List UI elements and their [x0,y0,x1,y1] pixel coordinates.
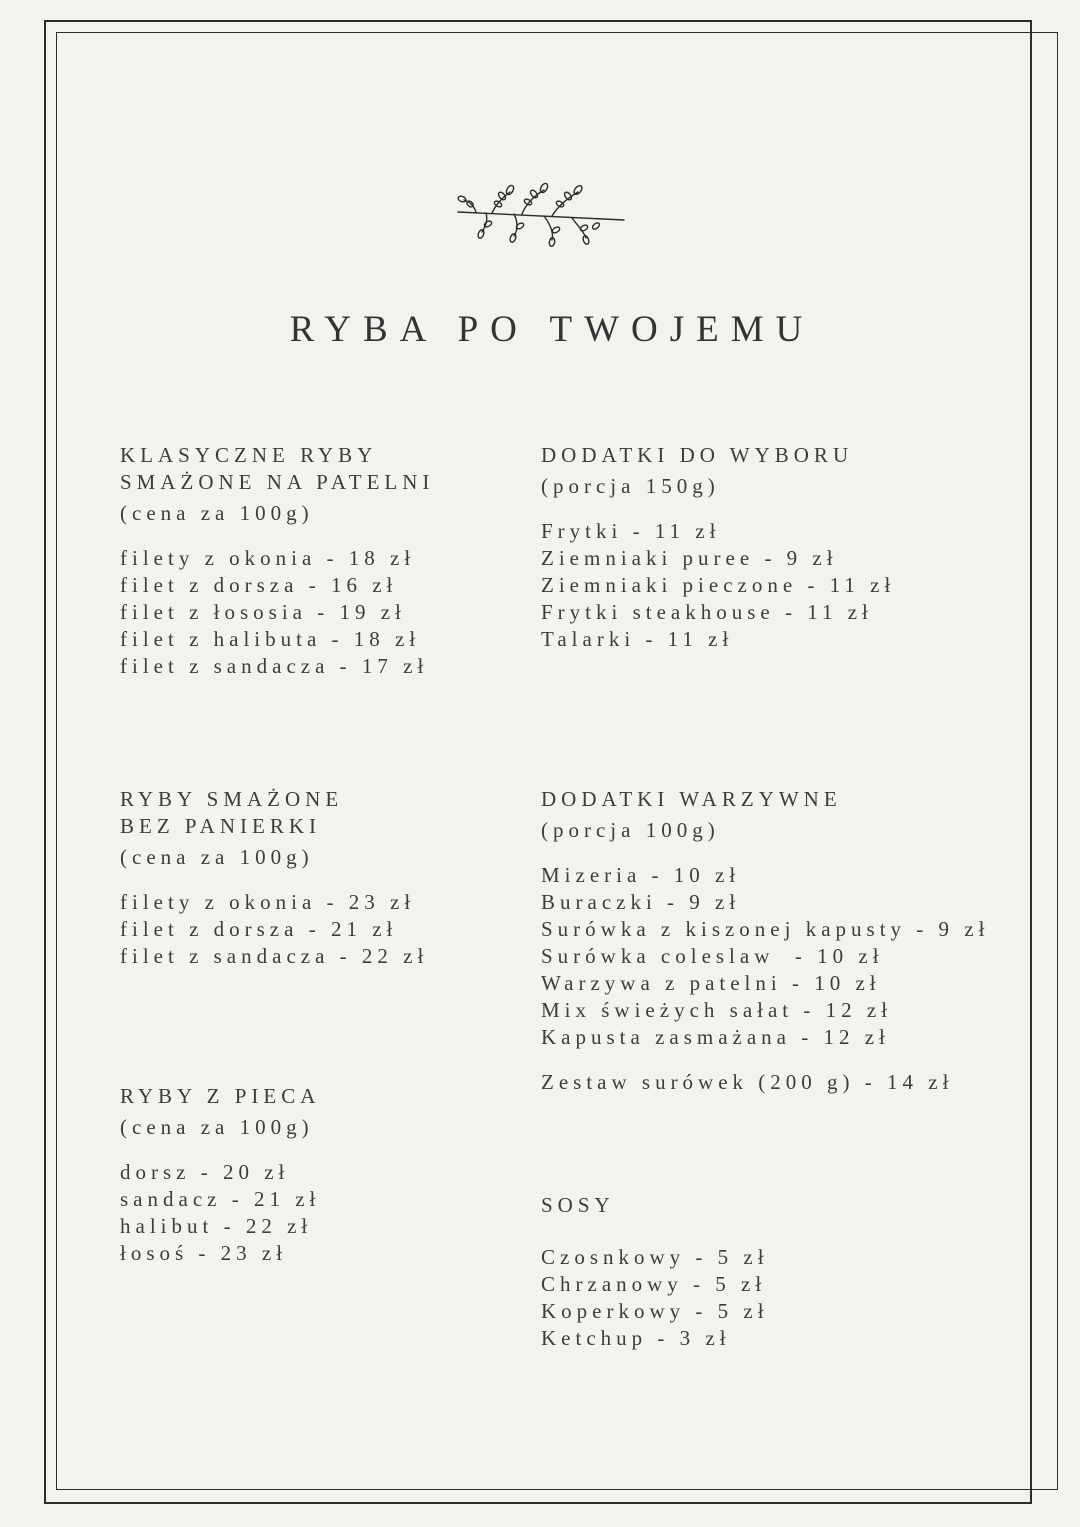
menu-item: Buraczki - 9 zł [541,890,741,914]
section-klasyczne-ryby [120,442,434,680]
menu-item: Ketchup - 3 zł [541,1326,731,1350]
section-subtitle: (cena za 100g) [120,845,314,869]
menu-item: Ziemniaki pieczone - 11 zł [541,573,896,597]
menu-item: filet z sandacza - 17 zł [120,654,429,678]
menu-item: Czosnkowy - 5 zł [541,1245,769,1269]
section-title: DODATKI WARZYWNE [541,787,842,811]
section-bez-panierki [120,786,428,970]
menu-item: łosoś - 23 zł [120,1241,288,1265]
menu-item: Warzywa z patelni - 10 zł [541,971,881,995]
menu-item: Koperkowy - 5 zł [541,1299,769,1323]
menu-item: sandacz - 21 zł [120,1187,321,1211]
menu-item: Surówka coleslaw - 10 zł [541,944,884,968]
section-dodatki-do-wyboru [541,442,895,653]
section-subtitle: (porcja 150g) [541,474,720,498]
menu-item: Chrzanowy - 5 zł [541,1272,767,1296]
menu-item: Mizeria - 10 zł [541,863,741,887]
section-sosy [541,1192,769,1352]
section-dodatki-warzywne [541,786,989,1096]
menu-item: filet z sandacza - 22 zł [120,944,429,968]
section-subtitle: (porcja 100g) [541,818,720,842]
section-title: SOSY [541,1193,615,1217]
menu-list [120,1159,320,1267]
menu-list [541,1244,769,1352]
section-z-pieca [120,1083,320,1267]
section-subtitle: (cena za 100g) [120,501,314,525]
section-title: KLASYCZNE RYBY SMAŻONE NA PATELNI [120,443,435,494]
menu-item: filety z okonia - 18 zł [120,546,416,570]
menu-list [541,862,989,1051]
menu-item: Frytki - 11 zł [541,519,721,543]
menu-item: halibut - 22 zł [120,1214,313,1238]
leaf-sprig-icon [452,178,628,248]
menu-item: Ziemniaki puree - 9 zł [541,546,838,570]
menu-list [120,545,434,680]
menu-item: filet z halibuta - 18 zł [120,627,421,651]
menu-item: Surówka z kiszonej kapusty - 9 zł [541,917,990,941]
menu-item-zestaw: Zestaw surówek (200 g) - 14 zł [541,1070,954,1094]
menu-item: filet z dorsza - 21 zł [120,917,398,941]
page-title: RYBA PO TWOJEMU [289,309,815,350]
menu-item: Talarki - 11 zł [541,627,734,651]
menu-item: filet z dorsza - 16 zł [120,573,398,597]
section-title: RYBY Z PIECA [120,1084,321,1108]
menu-item: filet z łososia - 19 zł [120,600,406,624]
menu-item: dorsz - 20 zł [120,1160,290,1184]
menu-list [120,889,428,970]
menu-item: Mix świeżych sałat - 12 zł [541,998,893,1022]
section-title: RYBY SMAŻONE BEZ PANIERKI [120,787,344,838]
menu-item: filety z okonia - 23 zł [120,890,416,914]
section-subtitle: (cena za 100g) [120,1115,314,1139]
menu-item: Frytki steakhouse - 11 zł [541,600,873,624]
section-title: DODATKI DO WYBORU [541,443,854,467]
menu-item: Kapusta zasmażana - 12 zł [541,1025,890,1049]
menu-extra [541,1069,989,1096]
menu-list [541,518,895,653]
